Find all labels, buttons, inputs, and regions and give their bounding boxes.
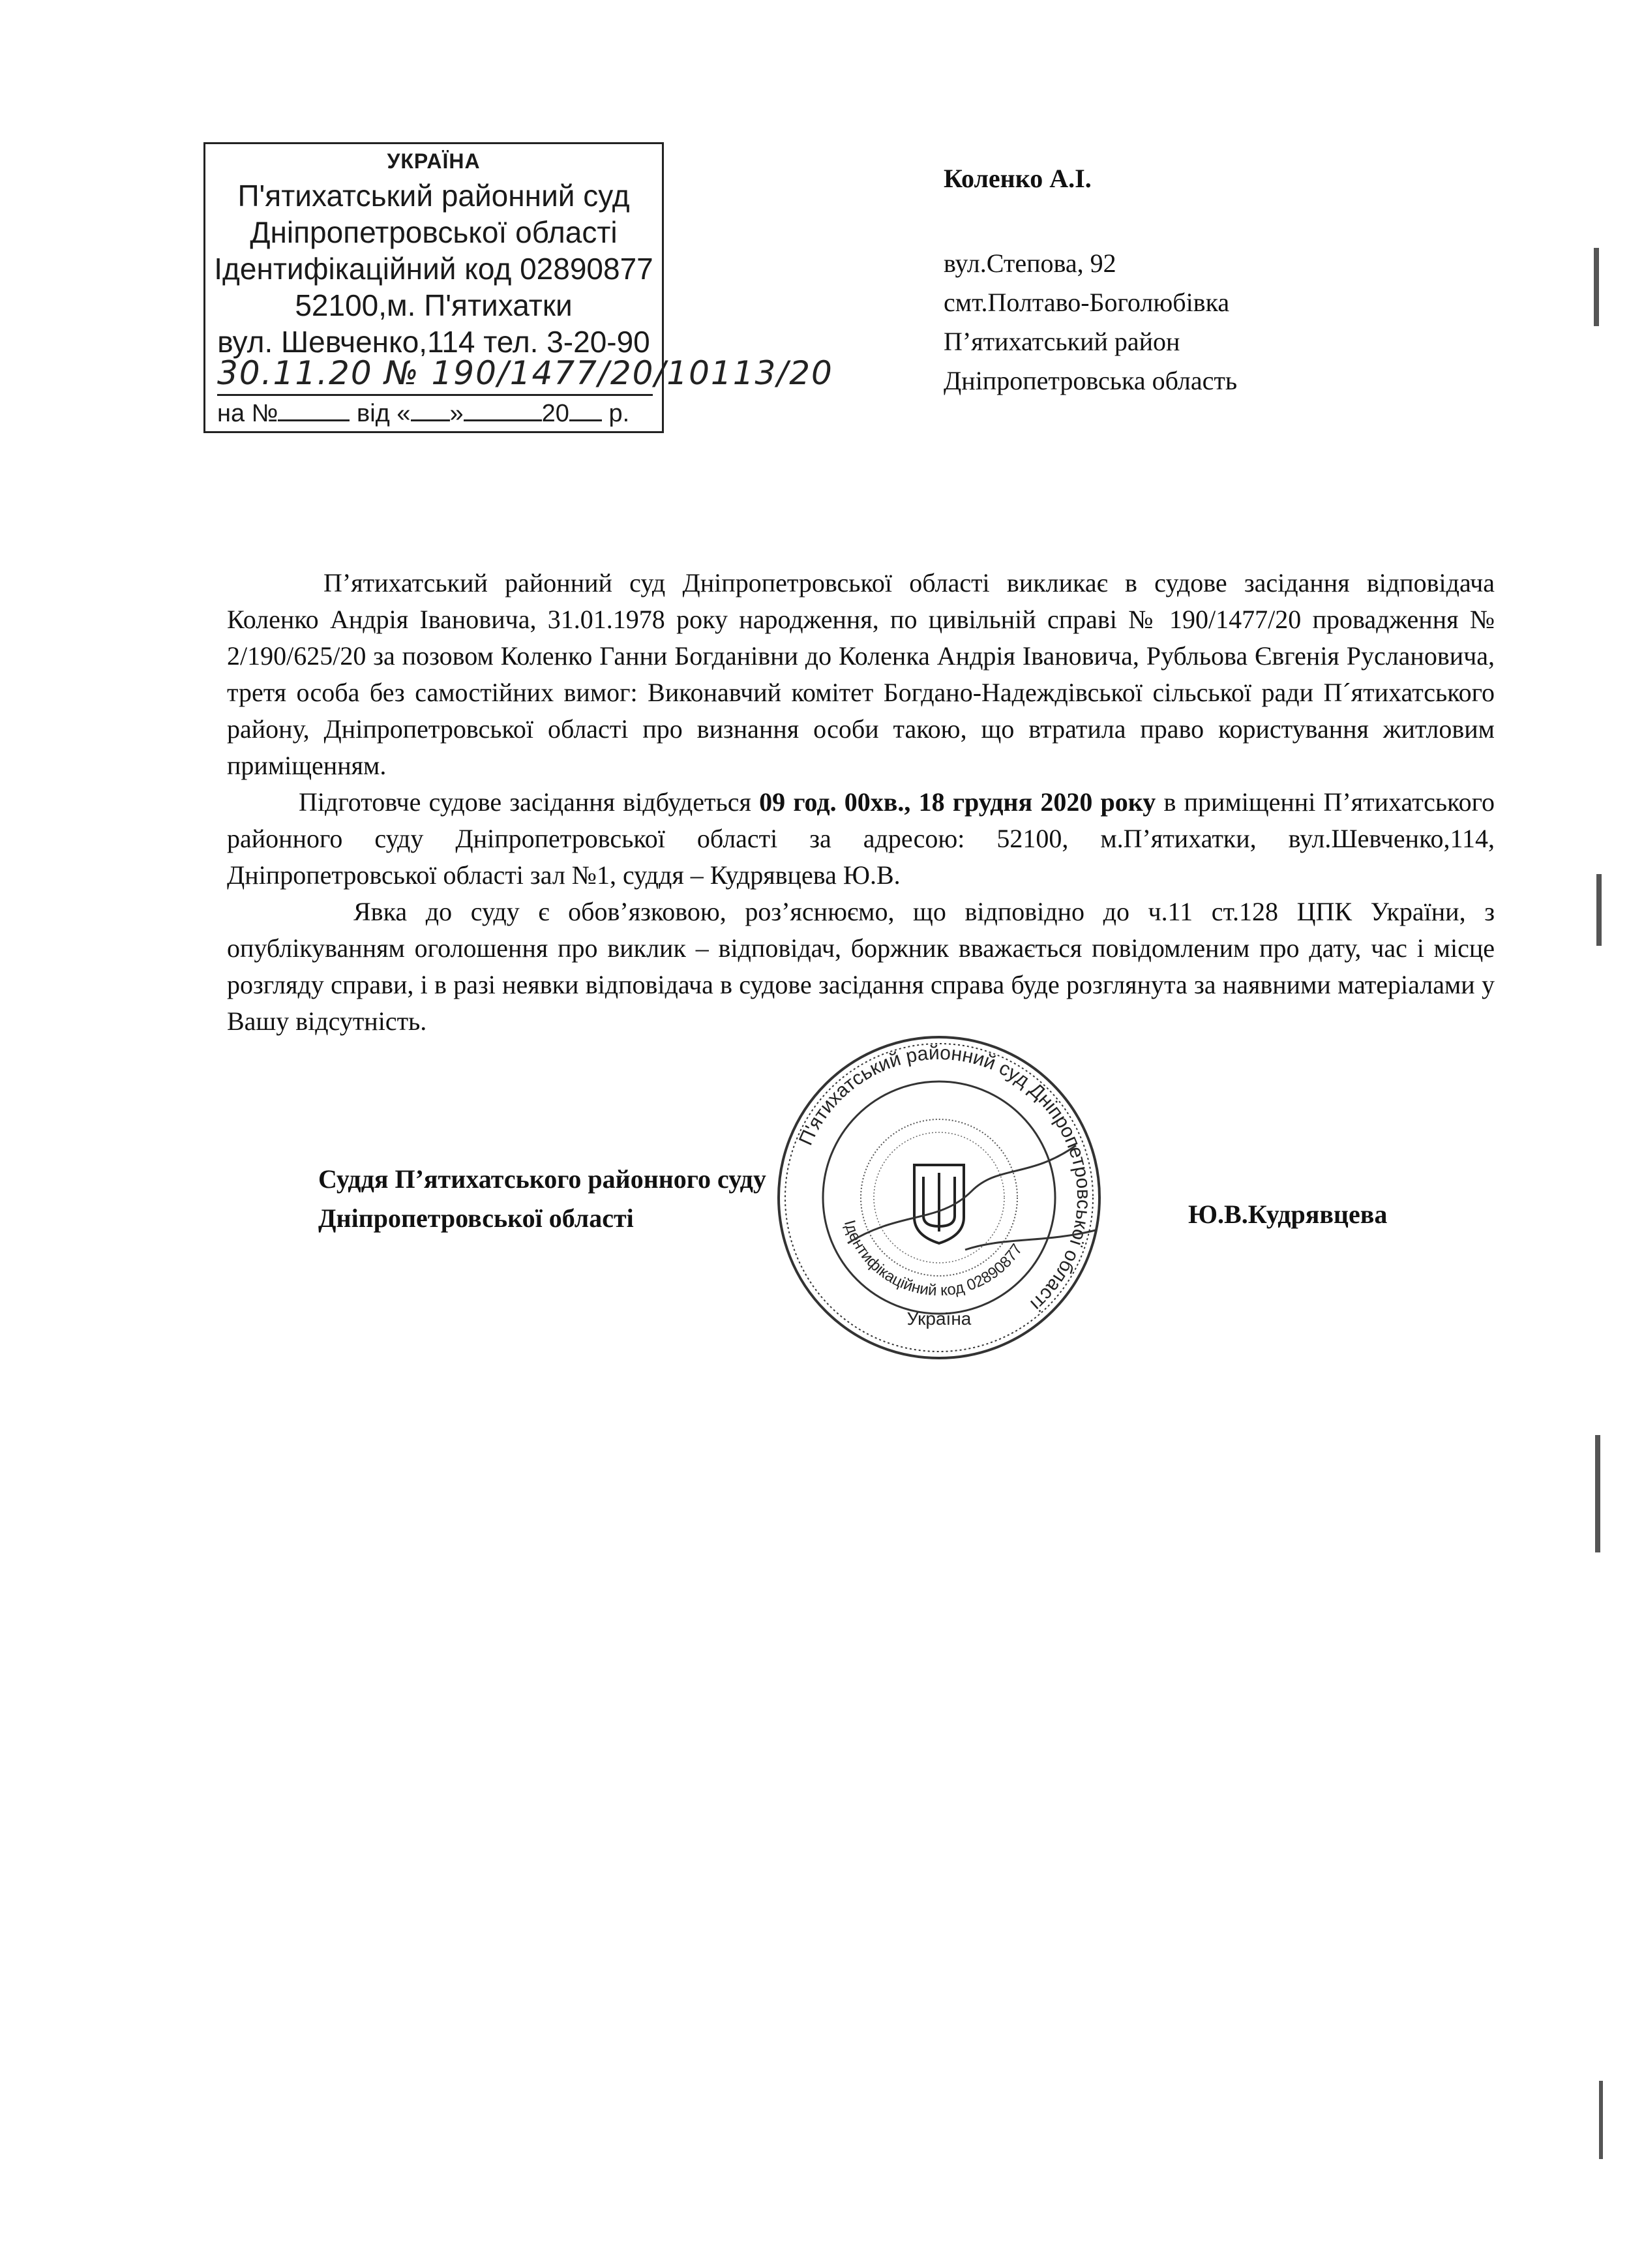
hearing-datetime: 09 год. 00хв., 18 грудня 2020 року [759,787,1156,817]
stamp-region: Дніпропетровської області [250,215,618,249]
stamp-city: 52100,м. П'ятихатки [295,288,573,322]
addressee-settlement: смт.Полтаво-Боголюбівка [944,288,1230,317]
scan-edge-mark [1595,1435,1600,1552]
addressee-region: Дніпропетровська область [944,366,1238,395]
seal-code-textpath: Ідентифікаційний код 02890877 [840,1218,1026,1300]
stamp-ref-no: на № [217,400,278,427]
stamp-street: вул. Шевченко,114 тел. 3-20-90 [217,325,650,359]
addressee-name: Коленко А.І. [944,164,1092,193]
summons-paragraph-3: Явка до суду є обов’язковою, роз’яснюємо, що відповідно до ч.11 ст.128 ЦПК України, з опублікуванням оголошення про виклик – відповідач, боржник вважається повідомленим про дату, час і місце розгляду справи, і в разі неявки відповідача в судове засідання справа буде розглянута за наявними матеріалами у Вашу відсутність. [227,897,1495,1036]
stamp-ref-suffix: р. [608,400,630,427]
signature-title-line-1: Суддя П’ятихатського районного суду [318,1164,766,1194]
stamp-id-code: Ідентифікаційний код 02890877 [214,252,653,286]
seal-bottom-text: Україна [906,1308,972,1329]
scan-edge-mark [1594,248,1599,326]
stamp-ref-quote: » [449,400,464,427]
stamp-outgoing-number [217,354,833,400]
signature-title-line-2: Дніпропетровської області [318,1203,634,1233]
stamp-reference-line [217,400,629,428]
signature-title [318,1160,766,1238]
court-stamp [203,142,833,433]
stamp-country: УКРАЇНА [387,149,481,173]
seal-code-text [841,1218,1026,1299]
summons-paragraph-2 [227,784,1495,894]
stamp-outgoing-underline [217,394,653,396]
summons-body [227,565,1495,1040]
stamp-ref-from: від « [357,400,411,427]
seal-ring-text [795,1042,1094,1315]
stamp-ref-year: 20 [541,400,569,427]
stamp-outgoing-text: 30.11.20 № 190/1477/20/10113/20 [217,354,833,392]
addressee-district: П’ятихатський район [944,327,1180,356]
addressee-block [944,159,1237,401]
addressee-street: вул.Степова, 92 [944,249,1116,278]
seal-ring-textpath: П'ятихатський районний суд Дніпропетровської області [794,1042,1095,1316]
judge-name: Ю.В.Кудрявцева [1188,1200,1388,1229]
hearing-intro: Підготовче судове засідання відбудеться [299,787,760,817]
hearing-location: в приміщенні П’ятихатського районного суду Дніпропетровської області за адресою: 52100, м.П’ятихатки, вул.Шевченко,114, Дніпропетровської області зал №1, суддя – Кудрявцева Ю.В. [227,787,1495,890]
scan-edge-mark [1599,2081,1603,2159]
official-seal [770,1028,1109,1367]
summons-paragraph-1: П’ятихатський районний суд Дніпропетровської області викликає в судове засідання відповідача Коленко Андрія Івановича, 31.01.1978 року народження, по цивільній справі № 190/1477/20 провадження № 2/190/625/20 за позовом Коленко Ганни Богданівни до Коленка Андрія Івановича, Рубльова Євгенія Руслановича, третя особа без самостійних вимог: Виконавчий комітет Богдано-Надеждівської сільської ради П´ятихатського району, Дніпропетровської області про визнання особи такою, що втратила право користування житловим приміщенням. [227,568,1495,780]
stamp-court-name: П'ятихатський районний суд [237,179,630,213]
scan-edge-mark [1596,874,1602,946]
